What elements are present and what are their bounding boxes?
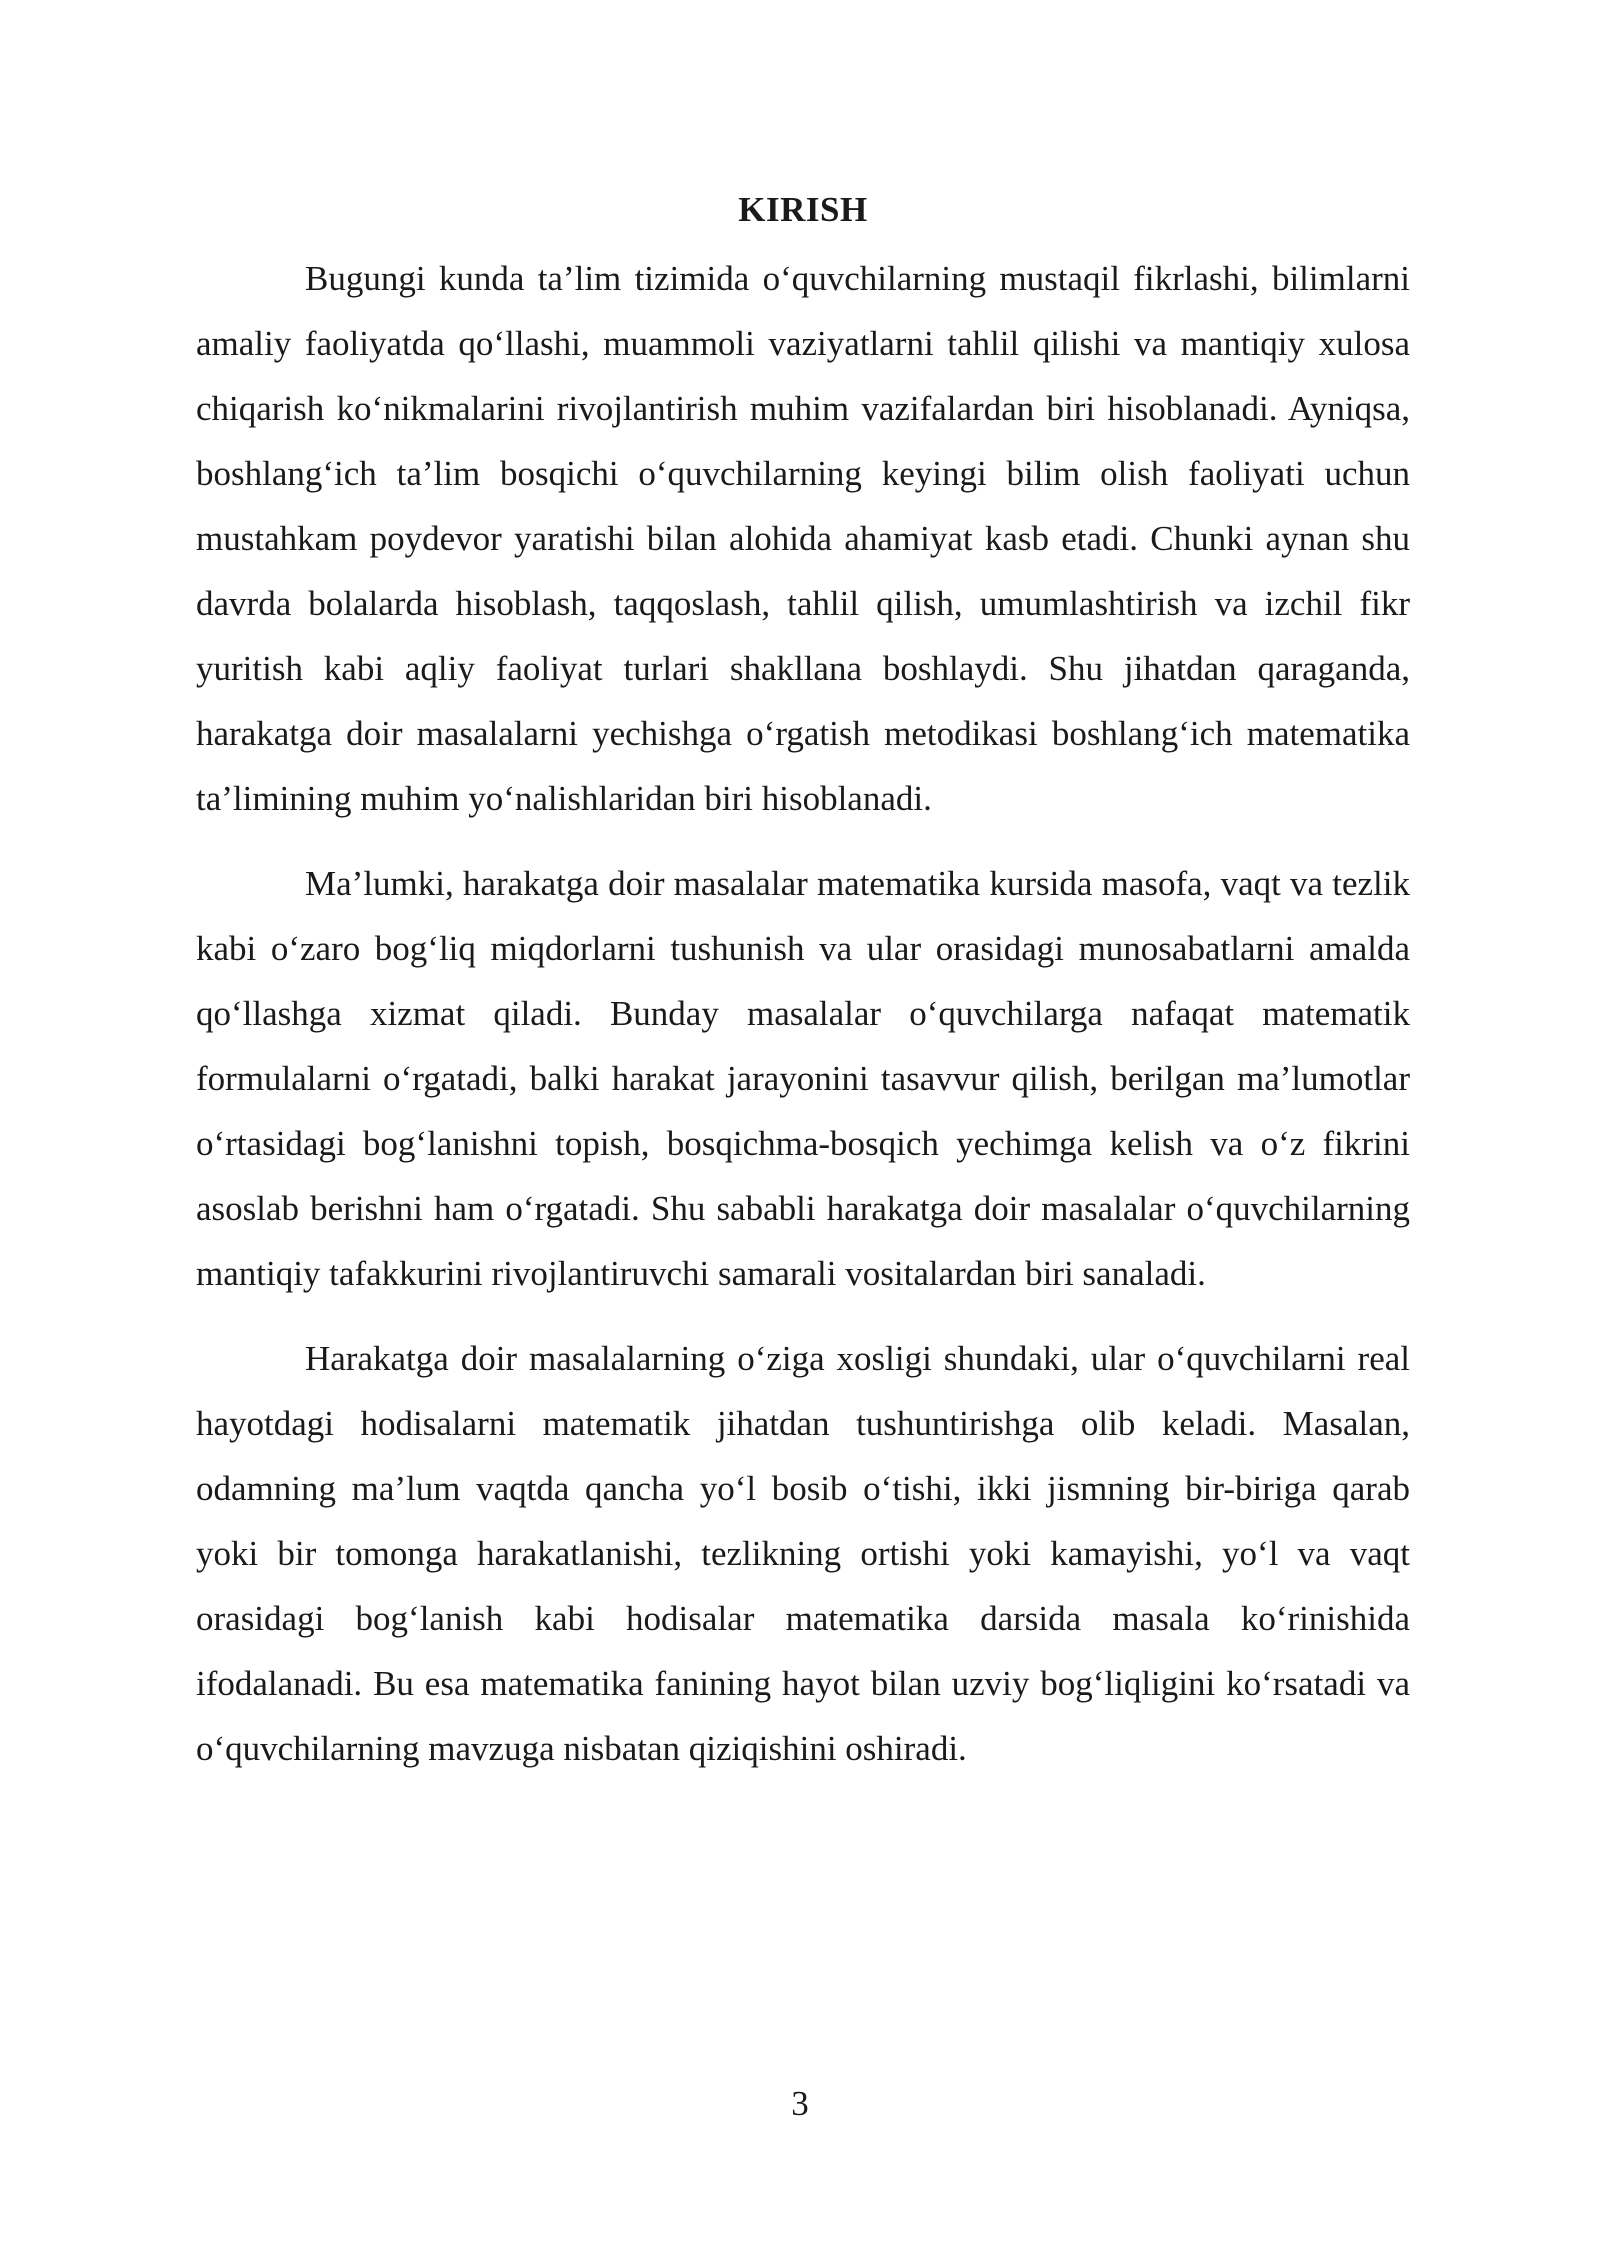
page-number: 3 (791, 2084, 809, 2123)
paragraph-3: Harakatga doir masalalarning o‘ziga xosligi shundaki, ular o‘quvchilarni real hayotdagi hodisalarni matematik jihatdan tushuntirishga olib keladi. Masalan, odamning ma’lum vaqtda qancha yo‘l bosib o‘tishi, ikki jismning bir-biriga qarab yoki bir tomonga harakatlanishi, tezlikning ortishi yoki kamayishi, yo‘l va vaqt orasidagi bog‘lanish kabi hodisalar matematika darsida masala ko‘rinishida ifodalanadi. Bu esa matematika fanining hayot bilan uzviy bog‘liqligini ko‘rsatadi va o‘quvchilarning mavzuga nisbatan qiziqishini oshiradi. (196, 1339, 1410, 1768)
page-content (196, 190, 1410, 1781)
section-heading: KIRISH (738, 190, 868, 229)
paragraph-1: Bugungi kunda ta’lim tizimida o‘quvchilarning mustaqil fikrlashi, bilimlarni amaliy faoliyatda qo‘llashi, muammoli vaziyatlarni tahlil qilishi va mantiqiy xulosa chiqarish ko‘nikmalarini rivojlantirish muhim vazifalardan biri hisoblanadi. Ayniqsa, boshlang‘ich ta’lim bosqichi o‘quvchilarning keyingi bilim olish faoliyati uchun mustahkam poydevor yaratishi bilan alohida ahamiyat kasb etadi. Chunki aynan shu davrda bolalarda hisoblash, taqqoslash, tahlil qilish, umumlashtirish va izchil fikr yuritish kabi aqliy faoliyat turlari shakllana boshlaydi. Shu jihatdan qaraganda, harakatga doir masalalarni yechishga o‘rgatish metodikasi boshlang‘ich matematika ta’limining muhim yo‘nalishlaridan biri hisoblanadi. (196, 259, 1410, 818)
paragraph-2: Ma’lumki, harakatga doir masalalar matematika kursida masofa, vaqt va tezlik kabi o‘zaro bog‘liq miqdorlarni tushunish va ular orasidagi munosabatlarni amalda qo‘llashga xizmat qiladi. Bunday masalalar o‘quvchilarga nafaqat matematik formulalarni o‘rgatadi, balki harakat jarayonini tasavvur qilish, berilgan ma’lumotlar o‘rtasidagi bog‘lanishni topish, bosqichma-bosqich yechimga kelish va o‘z fikrini asoslab berishni ham o‘rgatadi. Shu sababli harakatga doir masalalar o‘quvchilarning mantiqiy tafakkurini rivojlantiruvchi samarali vositalardan biri sanaladi. (196, 864, 1410, 1293)
